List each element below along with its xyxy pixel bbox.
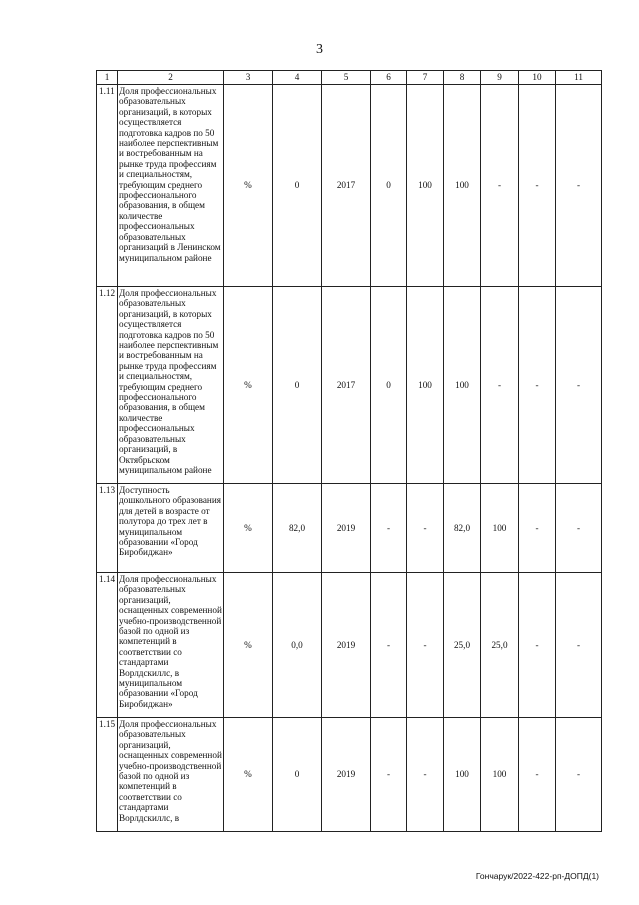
table-row [97,718,602,832]
value-cell: 100 [407,85,444,287]
row-number: 1.14 [97,573,118,718]
value-cell: - [519,718,556,832]
year-cell: 2019 [322,484,371,573]
table-row [97,85,602,287]
value-cell: - [407,573,444,718]
value-cell: - [519,287,556,484]
column-header: 8 [444,71,481,85]
value-cell: 100 [481,484,519,573]
column-number-row [97,71,602,85]
indicator-name: Доля профессиональных образовательных организаций, оснащенных современной учебно-производственной базой по одной из компетенций в соответствии со стандартами Ворлдскиллс, в [118,718,224,832]
document-reference: Гончарук/2022-422-рп-ДОПД(1) [475,871,599,881]
value-cell: - [556,573,602,718]
value-cell: - [556,484,602,573]
value-cell: - [407,718,444,832]
table-row [97,287,602,484]
year-cell: 2017 [322,85,371,287]
column-header: 11 [556,71,602,85]
column-header: 1 [97,71,118,85]
value-cell: 0,0 [273,573,322,718]
column-header: 7 [407,71,444,85]
column-header: 2 [118,71,224,85]
value-cell: 100 [444,718,481,832]
value-cell: - [556,85,602,287]
column-header: 4 [273,71,322,85]
unit-cell: % [224,484,273,573]
column-header: 10 [519,71,556,85]
year-cell: 2019 [322,573,371,718]
year-cell: 2017 [322,287,371,484]
value-cell: - [371,484,407,573]
value-cell: 25,0 [481,573,519,718]
indicator-name: Доступность дошкольного образования для детей в возрасте от полутора до трех лет в муниципальном образовании «Город Биробиджан» [118,484,224,573]
value-cell: 0 [273,718,322,832]
value-cell: - [407,484,444,573]
value-cell: - [519,573,556,718]
value-cell: - [519,484,556,573]
table-row [97,484,602,573]
unit-cell: % [224,287,273,484]
unit-cell: % [224,573,273,718]
value-cell: - [371,573,407,718]
value-cell: - [556,718,602,832]
row-number: 1.15 [97,718,118,832]
column-header: 3 [224,71,273,85]
value-cell: 100 [444,85,481,287]
value-cell: 82,0 [273,484,322,573]
value-cell: 100 [444,287,481,484]
value-cell: - [481,287,519,484]
value-cell: - [481,85,519,287]
indicator-name: Доля профессиональных образовательных организаций, в которых осуществляется подготовка кадров по 50 наиболее перспективным и востребованным на рынке труда профессиям и специальностям, требующим среднего профессионального образования, в общем количестве профессиональных образовательных организаций в Ленинском муниципальном районе [118,85,224,287]
year-cell: 2019 [322,718,371,832]
column-header: 6 [371,71,407,85]
value-cell: - [371,718,407,832]
value-cell: 100 [481,718,519,832]
table-row [97,573,602,718]
value-cell: 0 [273,287,322,484]
row-number: 1.13 [97,484,118,573]
unit-cell: % [224,85,273,287]
value-cell: 0 [371,287,407,484]
value-cell: - [556,287,602,484]
value-cell: 0 [371,85,407,287]
indicators-table [96,70,602,832]
value-cell: 0 [273,85,322,287]
value-cell: 25,0 [444,573,481,718]
indicator-name: Доля профессиональных образовательных организаций, в которых осуществляется подготовка кадров по 50 наиболее перспективным и востребованным на рынке труда профессиям и специальностям, требующим среднего профессионального образования, в общем количестве профессиональных образовательных организаций, в Октябрьском муниципальном районе [118,287,224,484]
column-header: 5 [322,71,371,85]
value-cell: 100 [407,287,444,484]
row-number: 1.11 [97,85,118,287]
unit-cell: % [224,718,273,832]
page-number: 3 [316,42,323,57]
value-cell: - [519,85,556,287]
row-number: 1.12 [97,287,118,484]
value-cell: 82,0 [444,484,481,573]
column-header: 9 [481,71,519,85]
indicator-name: Доля профессиональных образовательных организаций, оснащенных современной учебно-производственной базой по одной из компетенций в соответствии со стандартами Ворлдскиллс, в муниципальном образовании «Город Биробиджан» [118,573,224,718]
